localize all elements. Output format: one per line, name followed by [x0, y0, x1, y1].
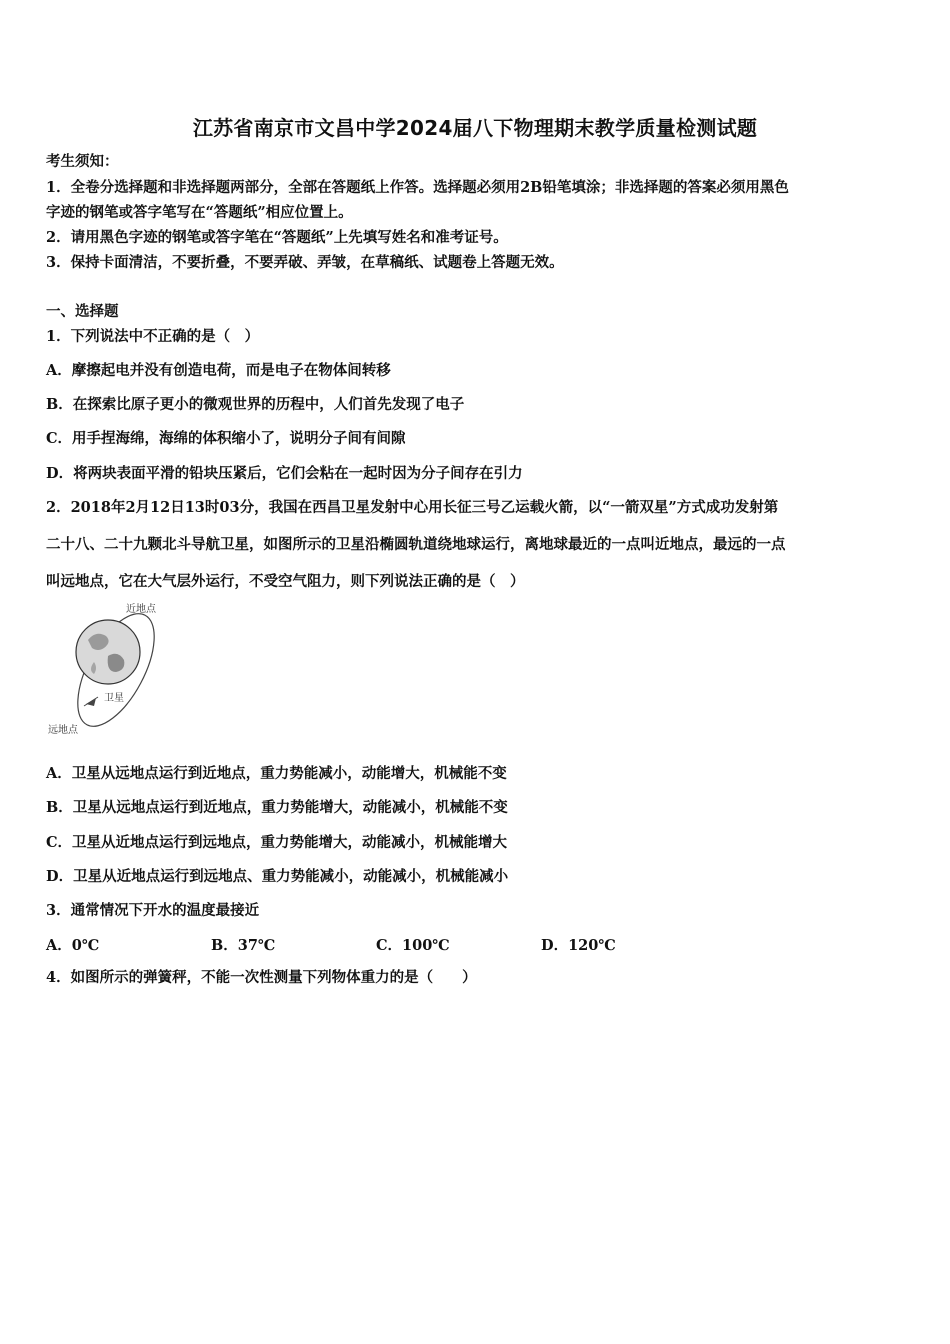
- q4-stem: 4．如图所示的弹簧秤，不能一次性测量下列物体重力的是（ ）: [46, 969, 477, 986]
- page-title: 江苏省南京市文昌中学2024届八下物理期末教学质量检测试题: [192, 116, 758, 140]
- q2-stem-line-1: 2．2018年2月12日13时03分，我国在西昌卫星发射中心用长征三号乙运载火箭，以“一箭双星”方式成功发射第: [46, 499, 779, 516]
- q1-stem: 1．下列说法中不正确的是（ ）: [46, 328, 260, 345]
- q1-option-b: B．在探索比原子更小的微观世界的历程中，人们首先发现了电子: [46, 396, 465, 413]
- label-satellite: 卫星: [104, 693, 124, 704]
- q1-option-d: D．将两块表面平滑的铅块压紧后，它们会粘在一起时因为分子间存在引力: [46, 465, 523, 482]
- notice-item-3: 3．保持卡面清洁，不要折叠，不要弄破、弄皱，在草稿纸、试题卷上答题无效。: [46, 254, 564, 271]
- q2-option-a: A．卫星从远地点运行到近地点，重力势能减小，动能增大，机械能不变: [46, 765, 507, 782]
- notice-item-1: 1．全卷分选择题和非选择题两部分，全部在答题纸上作答。选择题必须用2B铅笔填涂；非选择题的答案必须用黑色: [46, 179, 789, 196]
- label-apogee: 远地点: [48, 725, 78, 736]
- q3-option-a: A．0℃: [46, 937, 100, 954]
- label-perigee: 近地点: [126, 604, 156, 615]
- q1-option-c: C．用手捏海绵，海绵的体积缩小了，说明分子间有间隙: [46, 430, 406, 447]
- notice-item-1-cont: 字迹的钢笔或答字笔写在“答题纸”相应位置上。: [46, 204, 353, 221]
- q2-stem-line-2: 二十八、二十九颗北斗导航卫星，如图所示的卫星沿椭圆轨道绕地球运行，离地球最近的一点叫近地点，最远的一点: [46, 536, 786, 553]
- q3-option-b: B．37℃: [211, 937, 276, 954]
- q2-option-b: B．卫星从远地点运行到近地点，重力势能增大，动能减小，机械能不变: [46, 799, 508, 816]
- q2-option-c: C．卫星从近地点运行到远地点，重力势能增大，动能减小，机械能增大: [46, 834, 508, 851]
- q3-option-c: C．100℃: [376, 937, 450, 954]
- satellite-orbit-figure: [46, 600, 176, 742]
- notice-item-2: 2．请用黑色字迹的钢笔或答字笔在“答题纸”上先填写姓名和准考证号。: [46, 229, 508, 246]
- notice-heading: 考生须知：: [46, 153, 119, 170]
- q3-stem: 3．通常情况下开水的温度最接近: [46, 902, 260, 919]
- q2-stem-line-3: 叫远地点，它在大气层外运行，不受空气阻力，则下列说法正确的是（ ）: [46, 573, 525, 590]
- section-heading: 一、选择题: [46, 303, 119, 320]
- q3-option-d: D．120℃: [541, 937, 616, 954]
- q1-option-a: A．摩擦起电并没有创造电荷，而是电子在物体间转移: [46, 362, 391, 379]
- q2-option-d: D．卫星从近地点运行到远地点、重力势能减小，动能减小，机械能减小: [46, 868, 509, 885]
- earth-icon: [76, 620, 140, 684]
